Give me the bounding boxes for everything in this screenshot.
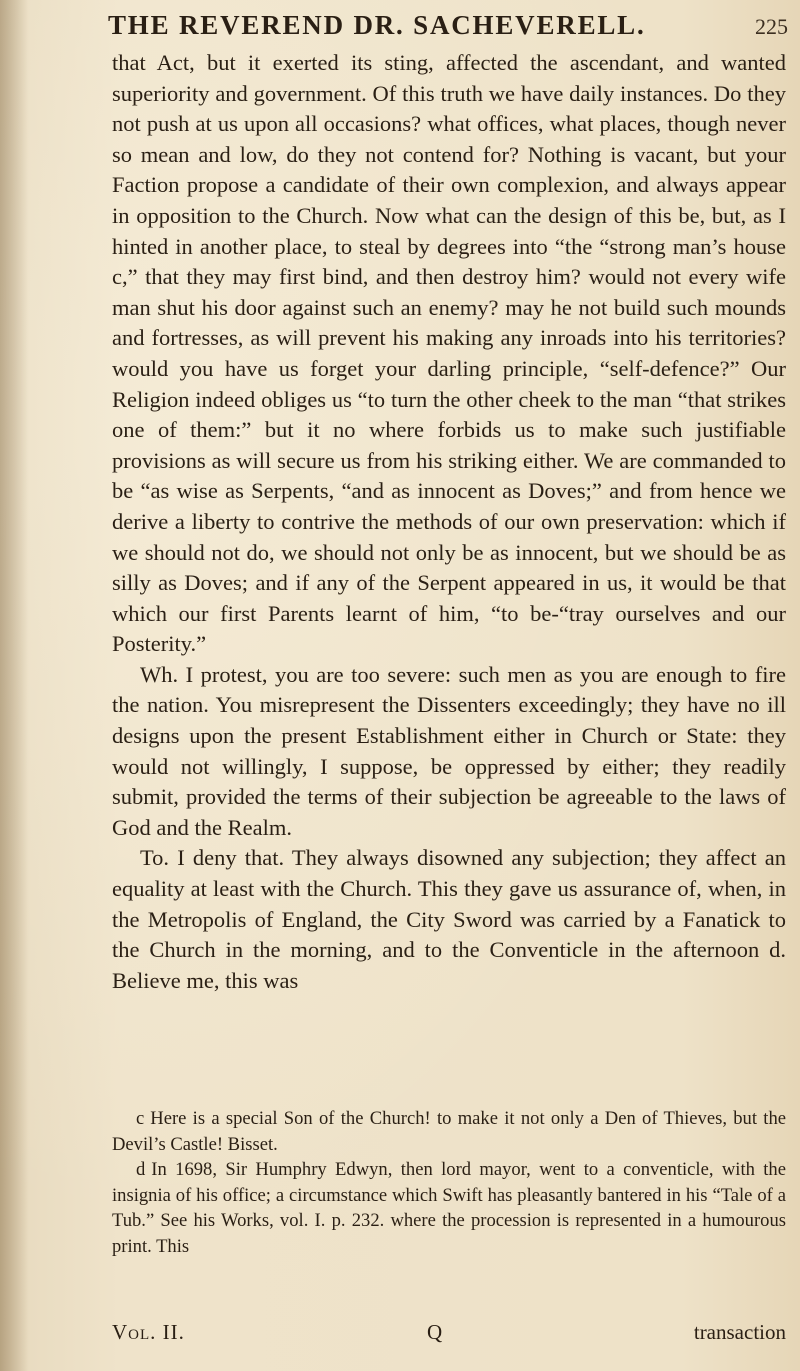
body-text <box>112 48 786 996</box>
paragraph: that Act, but it exerted its sting, affected the ascendant, and wanted superiority and government. Of this truth we have daily instances. Do they not push at us upon all occasions? what offices, what places, though never so mean and low, do they not contend for? Nothing is vacant, but your Faction propose a candidate of their own complexion, and always appear in opposition to the Church. Now what can the design of this be, but, as I hinted in another place, to steal by degrees into “the “strong man’s house c,” that they may first bind, and then destroy him? would not every wife man shut his door against such an enemy? may he not build such mounds and fortresses, as will prevent his making any inroads into his territories? would you have us forget your darling principle, “self-defence?” Our Religion indeed obliges us “to turn the other cheek to the man “that strikes one of them:” but it no where forbids us to make such justifiable provisions as will secure us from his striking either. We are commanded to be “as wise as Serpents, “and as innocent as Doves;” and from hence we derive a liberty to contrive the methods of our own preservation: which if we should not do, we should not only be as innocent, but we should be as silly as Doves; and if any of the Serpent appeared in us, it would be that which our first Parents learnt of him, “to be-“tray ourselves and our Posterity.” <box>112 50 786 657</box>
paragraph: Wh. I protest, you are too severe: such men as you are enough to fire the nation. You misrepresent the Dissenters exceedingly; they have no ill designs upon the present Establishment either in Church or State: they would not willingly, I suppose, be oppressed by either; they readily submit, provided the terms of their subjection be agreeable to the laws of God and the Realm. <box>112 661 786 840</box>
footnote-text: In 1698, Sir Humphry Edwyn, then lord mayor, went to a conventicle, with the insignia of his office; a circumstance which Swift has pleasantly bantered in his “Tale of a Tub.” See his Works, vol. I. p. 232. where the procession is represented in a humourous print. This <box>112 1159 786 1257</box>
gutter-shadow <box>0 0 28 1371</box>
footnote-mark: d <box>136 1159 146 1180</box>
footnote-mark: c <box>136 1108 145 1129</box>
running-title: THE REVEREND DR. SACHEVERELL. <box>108 10 646 40</box>
page-header <box>108 10 798 50</box>
paragraph: To. I deny that. They always disowned any subjection; they affect an equality at least with the Church. This they gave us assurance of, when, in the Metropolis of England, the City Sword was carried by a Fanatick to the Church in the morning, and to the Conventicle in the afternoon d. Believe me, this was <box>112 845 786 993</box>
footnote <box>112 1157 786 1259</box>
page-number: 225 <box>755 14 788 39</box>
footnotes <box>112 1106 786 1259</box>
catchword: transaction <box>693 1320 786 1344</box>
signature-mark: Q <box>427 1320 443 1344</box>
volume-label: Vol. II. <box>112 1320 185 1344</box>
footnote <box>112 1106 786 1157</box>
page-footer <box>112 1320 786 1350</box>
footnote-text: Here is a special Son of the Church! to make it not only a Den of Thieves, but the Devil’s Castle! Bisset. <box>112 1108 786 1155</box>
